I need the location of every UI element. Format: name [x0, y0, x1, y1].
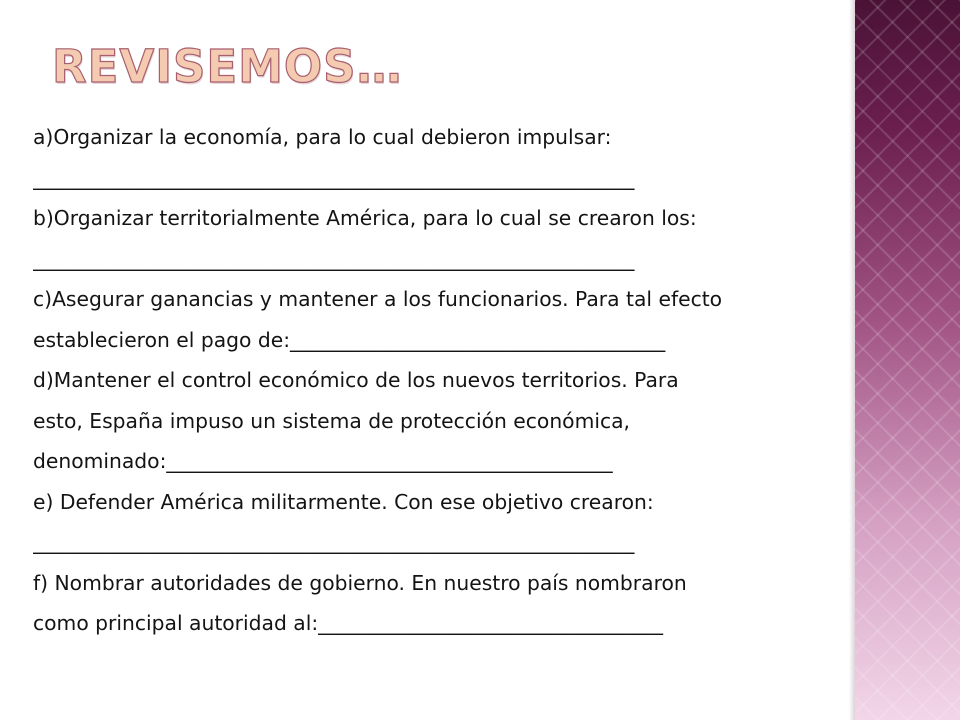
worksheet-questions [33, 117, 848, 644]
question-c-line-2: establecieron el pago de:_____________________________________ [33, 327, 666, 352]
decorative-side-band [855, 0, 960, 720]
answer-blank-e: ____________________________________________________________ [33, 530, 635, 554]
question-d-line-3: denominado:____________________________________________ [33, 449, 613, 473]
question-d-line-1: d)Mantener el control económico de los nuevos territorios. Para [33, 368, 679, 392]
answer-blank-a: ____________________________________________________________ [33, 165, 635, 190]
slide-title: REVISEMOS… [52, 40, 403, 93]
answer-blank-b: ____________________________________________________________ [33, 246, 635, 271]
question-f-line-2: como principal autoridad al:__________________________________ [33, 611, 663, 635]
question-e: e) Defender América militarmente. Con ese objetivo crearon: [33, 489, 654, 514]
question-c-line-1: c)Asegurar ganancias y mantener a los funcionarios. Para tal efecto [33, 287, 723, 311]
question-a: a)Organizar la economía, para lo cual debieron impulsar: [33, 125, 612, 149]
question-d-line-2: esto, España impuso un sistema de protección económica, [33, 408, 630, 433]
question-f-line-1: f) Nombrar autoridades de gobierno. En nuestro país nombraron [33, 570, 687, 595]
question-b: b)Organizar territorialmente América, para lo cual se crearon los: [33, 206, 697, 230]
